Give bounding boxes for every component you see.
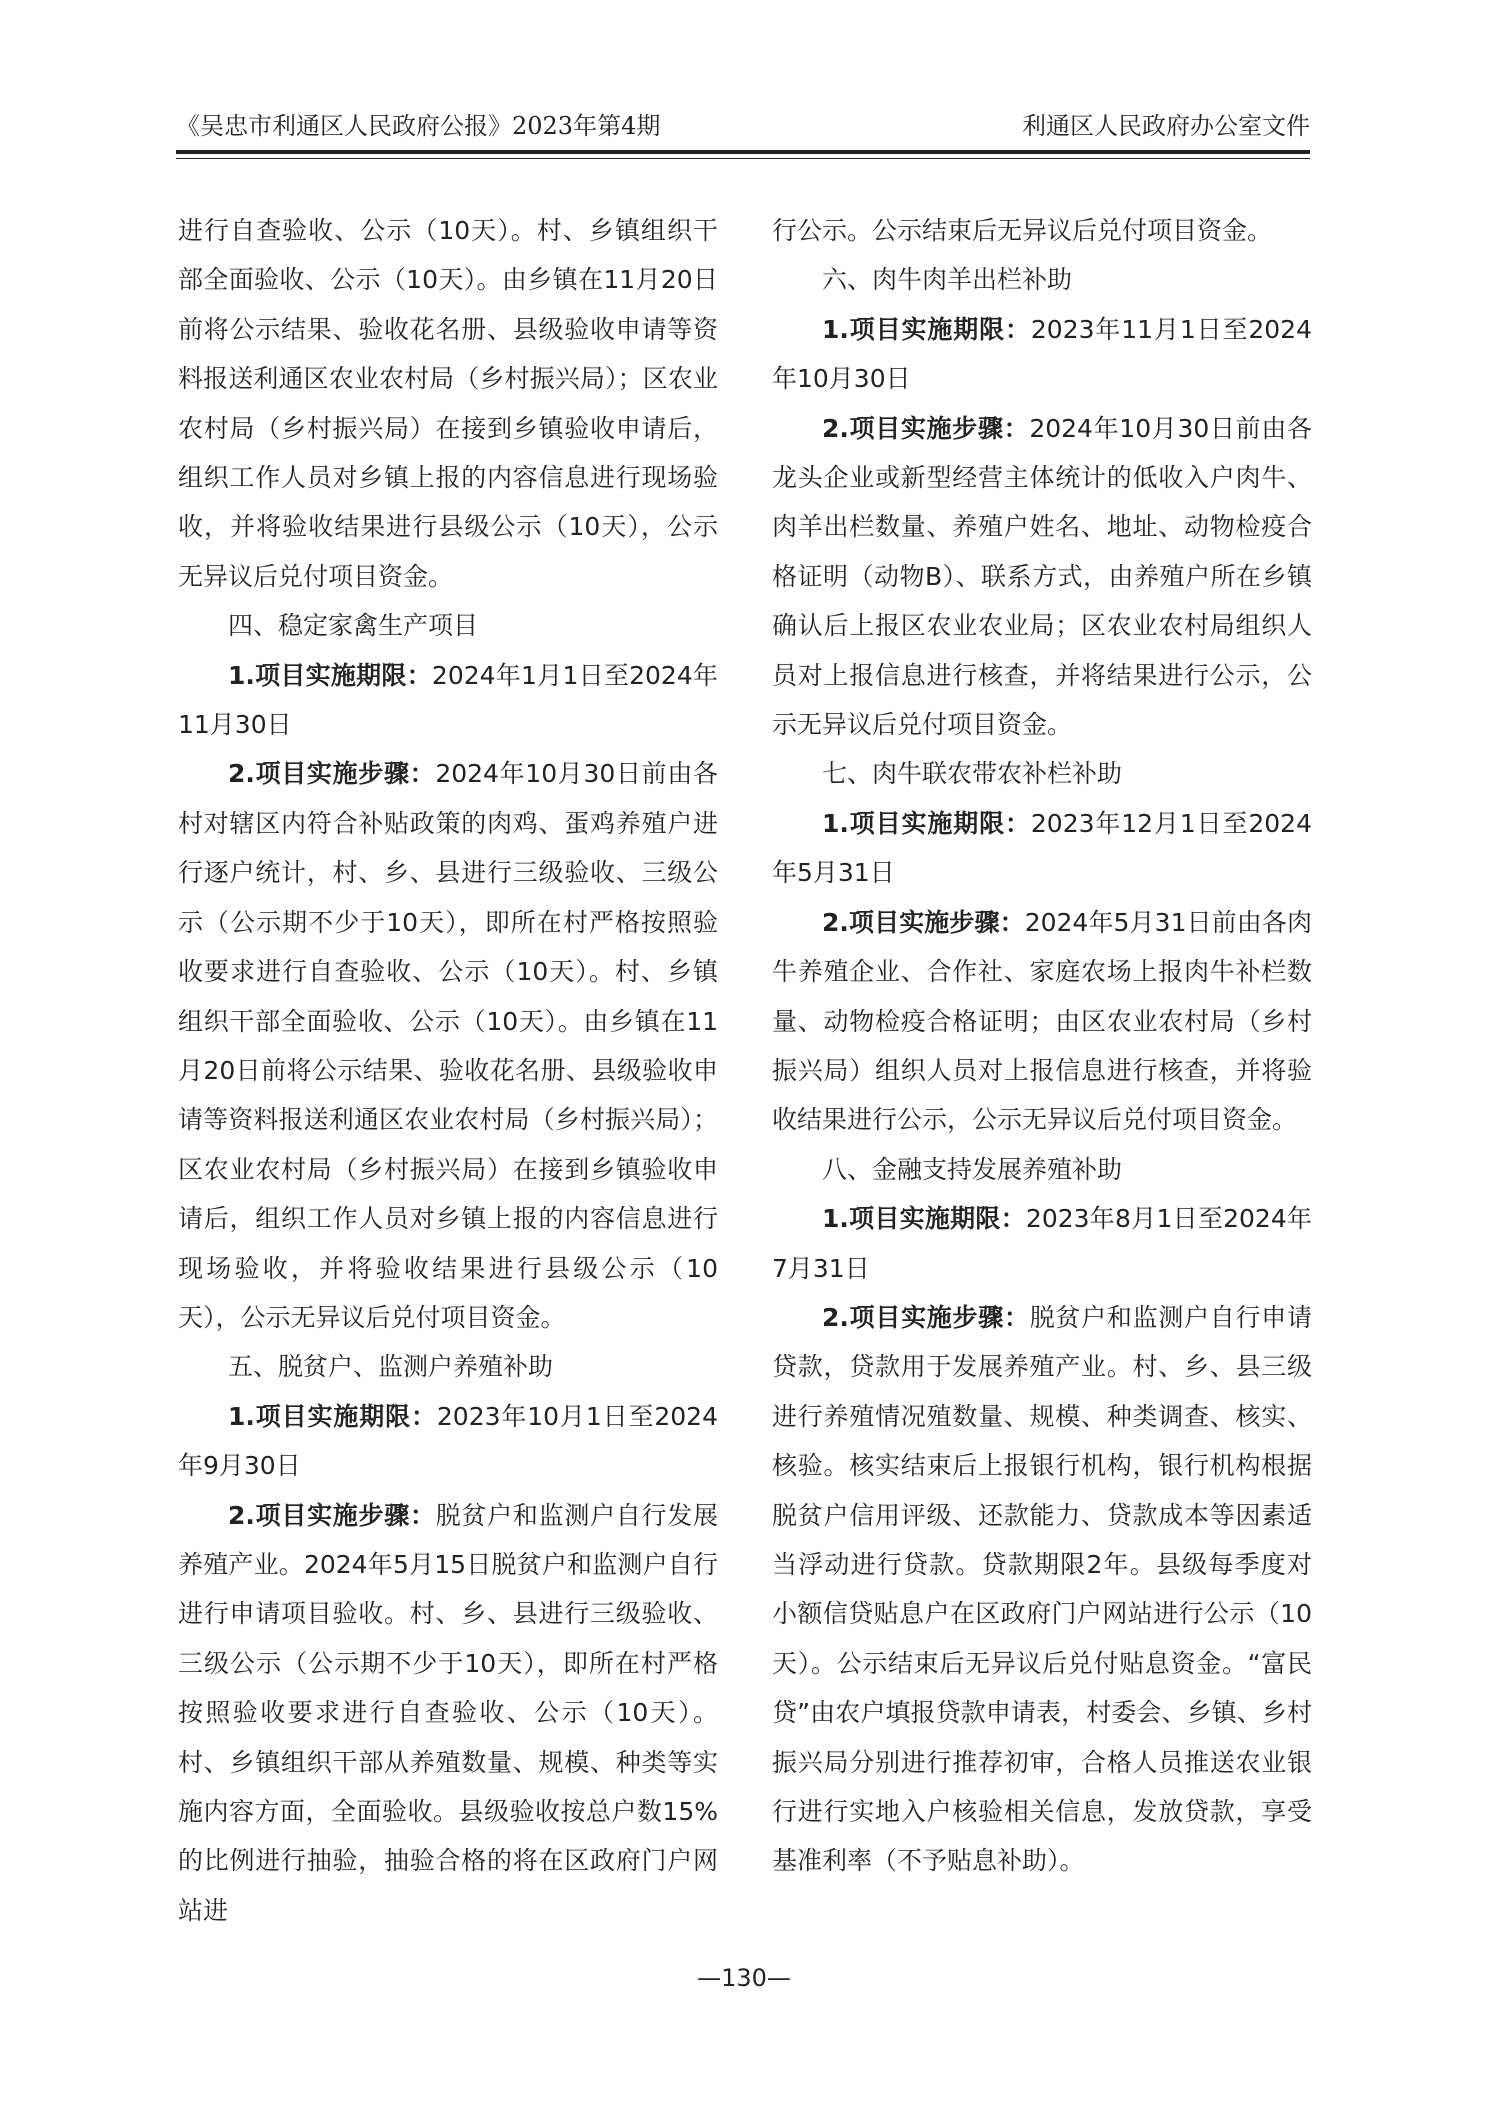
paragraph	[178, 749, 718, 1342]
item-text: 2024年10月30日前由各村对辖区内符合补贴政策的肉鸡、蛋鸡养殖户进行逐户统计，村、乡、县进行三级验收、三级公示（公示期不少于10天），即所在村严格按照验收要求进行自查验收、公示（10天）。村、乡镇组织干部全面验收、公示（10天）。由乡镇在11月20日前将公示结果、验收花名册、县级验收申请等资料报送利通区农业农村局（乡村振兴局）；区农业农村局（乡村振兴局）在接到乡镇验收申请后，组织工作人员对乡镇上报的内容信息进行现场验收，并将验收结果进行县级公示（10天），公示无异议后兑付项目资金。	[178, 759, 718, 1332]
item-text: 2023年8月1日至2024年7月31日	[772, 1204, 1312, 1283]
section-heading-8: 八、金融支持发展养殖补助	[822, 1154, 1123, 1184]
item-label: 2.项目实施步骤：	[228, 1500, 436, 1530]
item-label: 2.项目实施步骤：	[822, 1302, 1030, 1332]
section-heading-7: 七、肉牛联农带农补栏补助	[822, 759, 1123, 789]
item-label: 2.项目实施步骤：	[822, 413, 1030, 443]
section-heading-5: 五、脱贫户、监测户养殖补助	[228, 1352, 554, 1382]
paragraph	[772, 404, 1312, 750]
header-rule-thick	[176, 150, 1310, 154]
issuing-office: 利通区人民政府办公室文件	[1022, 112, 1310, 140]
paragraph	[178, 1392, 718, 1491]
section-heading-6: 六、肉牛肉羊出栏补助	[822, 265, 1073, 295]
paragraph	[772, 898, 1312, 1145]
item-text: 2023年11月1日至2024年10月30日	[772, 314, 1312, 394]
paragraph	[772, 305, 1312, 404]
item-label: 2.项目实施步骤：	[228, 759, 436, 789]
page-header	[176, 106, 1310, 146]
item-label: 1.项目实施期限：	[228, 1401, 437, 1431]
item-text: 脱贫户和监测户自行发展养殖产业。2024年5月15日脱贫户和监测户自行进行申请项目验收。村、乡、县进行三级验收、三级公示（公示期不少于10天），即所在村严格按照验收要求进行自查验收、公示（10天）。村、乡镇组织干部从养殖数量、规模、种类等实施内容方面，全面验收。县级验收按总户数15%的比例进行抽验，抽验合格的将在区政府门户网站进	[178, 1500, 718, 1925]
item-text: 2023年12月1日至2024年5月31日	[772, 808, 1312, 888]
paragraph	[772, 1293, 1312, 1886]
item-text: 2023年10月1日至2024年9月30日	[178, 1401, 718, 1481]
paragraph	[772, 799, 1312, 898]
item-label: 1.项目实施期限：	[822, 314, 1031, 344]
item-label: 2.项目实施步骤：	[822, 907, 1025, 937]
header-rule-thin	[176, 158, 1310, 159]
right-column	[772, 206, 1312, 1886]
paragraph	[178, 651, 718, 750]
item-text: 2024年10月30日前由各龙头企业或新型经营主体统计的低收入户肉牛、肉羊出栏数量、养殖户姓名、地址、动物检疫合格证明（动物B）、联系方式，由养殖户所在乡镇确认后上报区农业农业局；区农业农村局组织人员对上报信息进行核查，并将结果进行公示，公示无异议后兑付项目资金。	[772, 413, 1312, 740]
item-text: 2024年1月1日至2024年11月30日	[178, 660, 718, 740]
gazette-title: 《吴忠市利通区人民政府公报》2023年第4期	[176, 112, 661, 140]
item-label: 1.项目实施期限：	[822, 808, 1031, 838]
item-text: 脱贫户和监测户自行申请贷款，贷款用于发展养殖产业。村、乡、县三级进行养殖情况殖数量、规模、种类调查、核实、核验。核实结束后上报银行机构，银行机构根据脱贫户信用评级、还款能力、贷款成本等因素适当浮动进行贷款。贷款期限2年。县级每季度对小额信贷贴息户在区政府门户网站进行公示（10天）。公示结束后无异议后兑付贴息资金。“富民贷”由农户填报贷款申请表，村委会、乡镇、乡村振兴局分别进行推荐初审，合格人员推送农业银行进行实地入户核验相关信息，发放贷款，享受基准利率（不予贴息补助）。	[772, 1302, 1312, 1876]
left-column	[178, 206, 718, 1935]
paragraph: 行公示。公示结束后无异议后兑付项目资金。	[772, 216, 1273, 245]
item-text: 2024年5月31日前由各肉牛养殖企业、合作社、家庭农场上报肉牛补栏数量、动物检疫合格证明；由区农业农村局（乡村振兴局）组织人员对上报信息进行核查，并将验收结果进行公示，公示无异议后兑付项目资金。	[772, 907, 1312, 1135]
paragraph: 进行自查验收、公示（10天）。村、乡镇组织干部全面验收、公示（10天）。由乡镇在11月20日前将公示结果、验收花名册、县级验收申请等资料报送利通区农业农村局（乡村振兴局）；区农业农村局（乡村振兴局）在接到乡镇验收申请后，组织工作人员对乡镇上报的内容信息进行现场验收，并将验收结果进行县级公示（10天），公示无异议后兑付项目资金。	[178, 216, 718, 591]
page-number: —130—	[697, 1964, 791, 1992]
section-heading-4: 四、稳定家禽生产项目	[228, 611, 479, 641]
item-label: 1.项目实施期限：	[228, 660, 432, 690]
item-label: 1.项目实施期限：	[822, 1204, 1026, 1234]
paragraph	[772, 1194, 1312, 1293]
paragraph	[178, 1491, 718, 1936]
